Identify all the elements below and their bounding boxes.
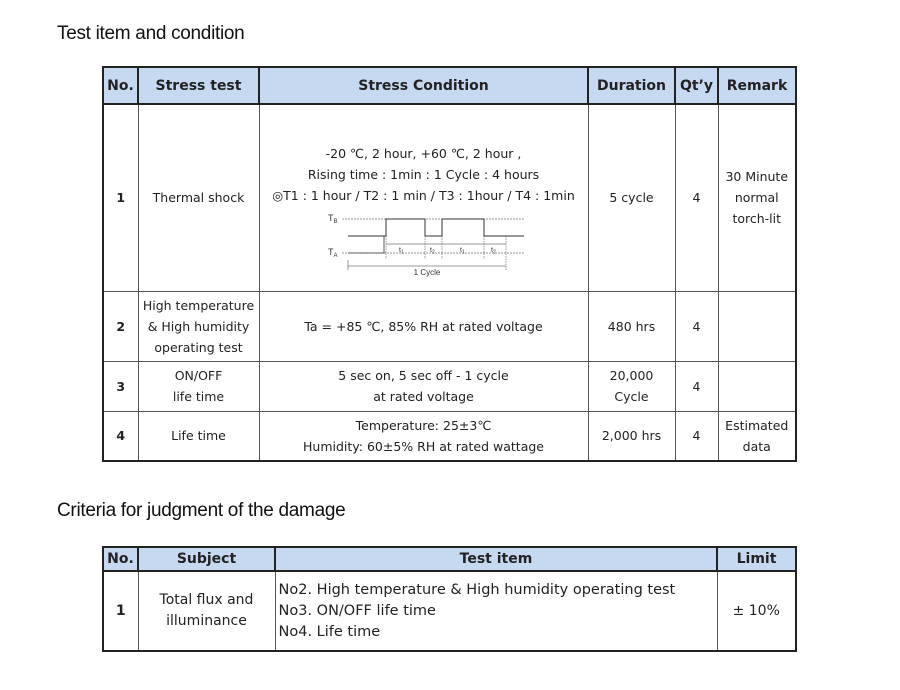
row-qty: 4 [675,361,718,411]
remark-line: normal [734,190,779,206]
row-remark [718,411,796,461]
condition-line: Humidity: 60±5% RH at rated wattage [303,438,544,454]
table-header-row [103,547,796,571]
diagram-label-ta: $T_A$ [327,247,338,259]
header-subject: Subject [138,547,275,571]
row-no: 1 [103,104,138,291]
row-duration [588,291,675,361]
header-qty: Qt’y [675,67,718,104]
condition-line: Temperature: 25±3℃ [355,417,492,433]
section-title-damage-criteria: Criteria for judgment of the damage [57,500,346,521]
diagram-label-t1: $t_1$ [398,247,404,256]
table-row [103,361,796,411]
condition-line: -20 ℃, 2 hour, +60 ℃, 2 hour , [325,146,522,161]
row-qty: 4 [675,411,718,461]
header-limit: Limit [717,547,796,571]
row-no: 3 [103,361,138,411]
diagram-label-t2: $t_2$ [429,247,435,256]
duration-line: 2,000 hrs [601,428,662,444]
condition-line: Rising time : 1min : 1 Cycle : 4 hours [307,167,540,182]
duration-line: 480 hrs [607,318,656,334]
row-duration [588,104,675,291]
row-condition [259,291,588,361]
remark-line: Estimated [725,417,789,433]
row-stress-test [138,104,259,291]
row-duration [588,361,675,411]
header-no: No. [103,67,138,104]
stress-test-line: Thermal shock [152,190,245,206]
row-remark [718,361,796,411]
row-stress-test [138,361,259,411]
row-no: 2 [103,291,138,361]
stress-test-line: High temperature [142,297,255,313]
stress-test-line: life time [172,389,225,404]
header-remark: Remark [718,67,796,104]
row-stress-test [138,291,259,361]
diagram-label-tb: $T_B$ [327,213,338,225]
row-no: 1 [103,571,138,651]
remark-line: torch-lit [732,211,782,227]
subject-line: illuminance [166,613,247,629]
duration-line: 5 cycle [609,190,654,206]
header-test-item: Test item [275,547,717,571]
condition-line: Ta = +85 ℃, 85% RH at rated voltage [304,318,543,334]
duration-line: 20,000 [609,368,654,383]
row-condition [259,411,588,461]
table-header-row [103,67,796,104]
diagram-label-t1-b: $t_1$ [459,247,465,256]
section-title-test-conditions: Test item and condition [57,23,245,44]
stress-test-line: & High humidity [147,318,250,334]
row-test-items [275,571,717,651]
diagram-cycle-label: 1 Cycle [413,268,440,277]
row-remark [718,291,796,361]
row-stress-test [138,411,259,461]
row-no: 4 [103,411,138,461]
header-no: No. [103,547,138,571]
remark-line: 30 Minute [725,169,789,185]
header-stress-condition: Stress Condition [259,67,588,104]
condition-line: ◎T1 : 1 hour / T2 : 1 min / T3 : 1hour / T4 : 1min [272,188,575,203]
row-condition [259,361,588,411]
damage-criteria-table [102,546,797,652]
row-duration [588,411,675,461]
subject-line: Total flux and [159,592,254,608]
test-item-line: No2. High temperature & High humidity operating test [278,581,676,598]
header-duration: Duration [588,67,675,104]
table-row [103,411,796,461]
stress-test-line: operating test [154,339,243,355]
thermal-cycle-diagram [324,212,524,278]
remark-line: data [742,438,771,454]
row-subject [138,571,275,651]
condition-line: at rated voltage [373,389,474,404]
duration-line: Cycle [614,389,649,404]
condition-line: 5 sec on, 5 sec off - 1 cycle [338,368,509,383]
stress-test-line: Life time [171,428,226,444]
diagram-label-t2-b: $t_2$ [490,247,496,256]
row-qty: 4 [675,104,718,291]
test-item-line: No4. Life time [278,623,381,640]
stress-test-line: ON/OFF [174,368,223,383]
table-row [103,104,796,291]
row-qty: 4 [675,291,718,361]
test-condition-table [102,66,797,462]
row-remark [718,104,796,291]
table-row [103,571,796,651]
table-row [103,291,796,361]
row-condition [259,104,588,291]
row-limit: ± 10% [717,571,796,651]
test-item-line: No3. ON/OFF life time [278,602,436,619]
header-stress-test: Stress test [138,67,259,104]
